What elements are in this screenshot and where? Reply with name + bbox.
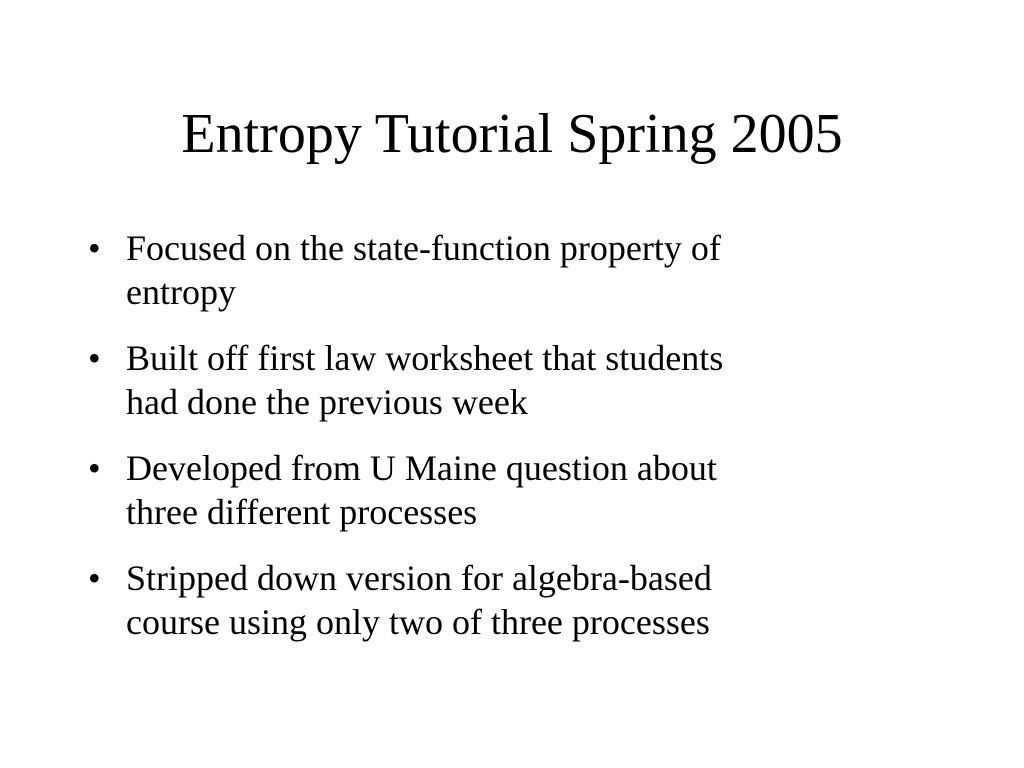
bullet-text-line: Stripped down version for algebra-based — [126, 558, 712, 598]
bullet-text-line: had done the previous week — [126, 382, 528, 422]
bullet-text-line: course using only two of three processes — [126, 602, 710, 642]
bullet-icon: • — [88, 228, 101, 268]
slide-title: Entropy Tutorial Spring 2005 — [181, 103, 843, 165]
bullet-text-line: Developed from U Maine question about — [126, 448, 717, 488]
bullet-text-line: entropy — [126, 272, 236, 312]
bullet-item — [84, 336, 964, 424]
bullet-text-line: Focused on the state-function property of — [126, 228, 721, 268]
bullet-icon: • — [88, 338, 101, 378]
bullet-list — [84, 226, 964, 666]
bullet-item — [84, 556, 964, 644]
bullet-icon: • — [88, 558, 101, 598]
bullet-text-line: three different processes — [126, 492, 478, 532]
bullet-item — [84, 226, 964, 314]
bullet-item — [84, 446, 964, 534]
bullet-text-line: Built off first law worksheet that students — [126, 338, 724, 378]
bullet-icon: • — [88, 448, 101, 488]
